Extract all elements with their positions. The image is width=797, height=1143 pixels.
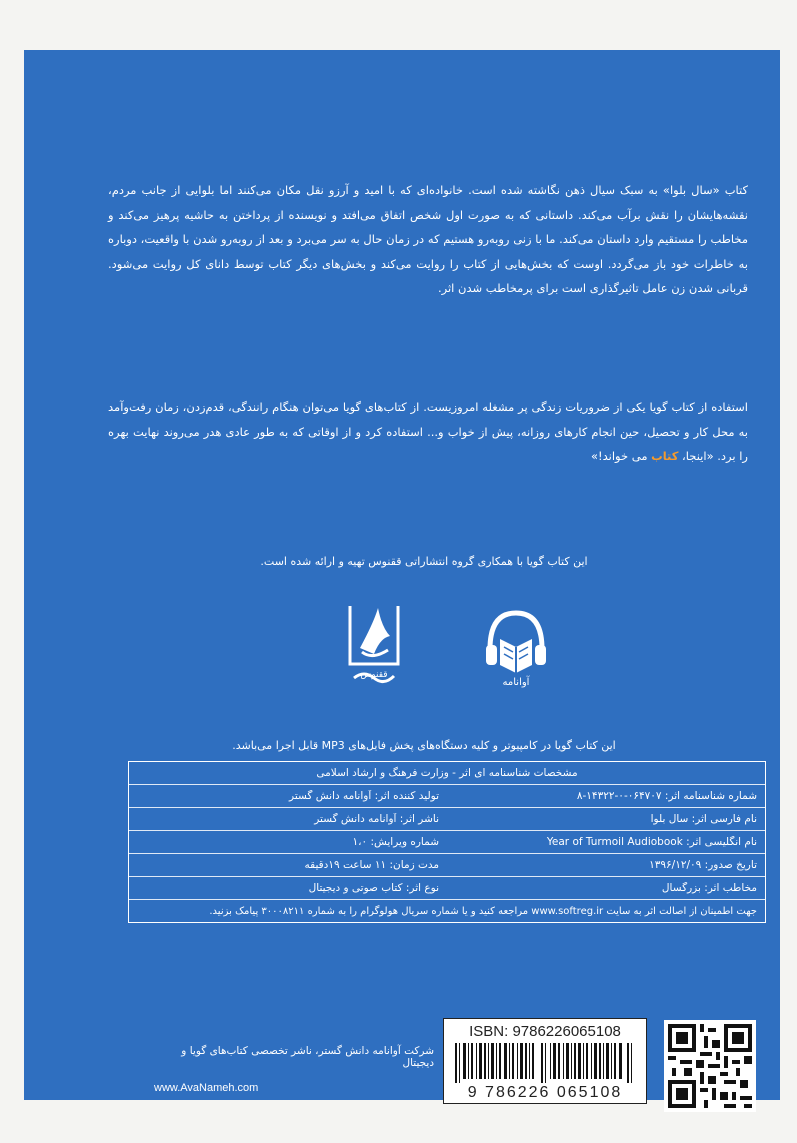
- barcode-icon: [455, 1043, 635, 1083]
- authenticity-note: جهت اطمینان از اصالت اثر به سایت www.softreg.ir مراجعه کنید و یا شماره سریال هولوگرام را به شماره ۳۰۰۰۸۲۱۱ پیامک بزنید.: [209, 905, 757, 917]
- table-cell: شماره ویرایش: ۱،۰: [352, 836, 439, 848]
- qoqnoos-caption: ققنوس: [360, 670, 388, 680]
- table-cell: نام فارسی اثر: سال بلوا: [650, 813, 757, 825]
- table-cell: ناشر اثر: آوانامه دانش گستر: [314, 813, 439, 825]
- benefits-text: استفاده از کتاب گویا یکی از ضروریات زندگی پر مشغله امروزیست. از کتاب‌های گویا می‌توان هنگام رانندگی، قدم‌زدن، زمان رفت‌وآمد به محل کار و تحصیل، حین انجام کارهای روزانه، پیش از خواب و... استفاده کرد و از اوقاتی که به طور عادی هدر می‌روند نهایت بهره را برد. «اینجا،: [108, 400, 748, 463]
- table-cell: مخاطب اثر: بزرگسال: [661, 882, 757, 894]
- qr-code[interactable]: [664, 1020, 756, 1112]
- identity-table: [128, 761, 766, 923]
- table-row: [129, 854, 765, 877]
- qr-code-icon: [664, 1020, 756, 1112]
- avanameh-caption: آوانامه: [502, 677, 530, 688]
- table-cell: تولید کننده اثر: آوانامه دانش گستر: [289, 790, 439, 802]
- mp3-compatibility-note: این کتاب گویا در کامپیوتر و کلیه دستگاه‌های پخش فایل‌های MP3 قابل اجرا می‌باشد.: [232, 739, 616, 752]
- avanameh-logo: [482, 605, 550, 695]
- ean-number: 9 786226 065108: [467, 1084, 623, 1101]
- highlight-word: کتاب: [651, 449, 679, 463]
- qoqnoos-logo-icon: [344, 602, 404, 697]
- book-back-cover: [24, 50, 780, 1100]
- table-cell: تاریخ صدور: ۱۳۹۶/۱۲/۰۹: [649, 859, 757, 871]
- table-row: [129, 877, 765, 900]
- table-cell: نام انگلیسی اثر: Year of Turmoil Audiobook: [546, 836, 757, 848]
- table-cell: شماره شناسنامه اثر: ۰۶۴۷۰۷-۰-۱۴۳۲۲-۸: [576, 790, 757, 802]
- table-row: [129, 831, 765, 854]
- benefits-text-end: می خواند!»: [590, 449, 652, 463]
- identity-table-footer: [129, 900, 765, 922]
- identity-table-title: مشخصات شناسنامه ای اثر - وزارت فرهنگ و ارشاد اسلامی: [316, 767, 578, 779]
- synopsis-paragraph: کتاب «سال بلوا» به سبک سیال ذهن نگاشته شده است. خانواده‌ای که با امید و آرزو نقل مکان می‌کنند اما بلوایی از جانب مردم، نقشه‌هایشان را نقش برآب می‌کند. داستانی که به صورت اول شخص اتفاق می‌افتد و نویسنده از پرداختن به حاشیه پرهیز می‌کند و مخاطب را مستقیم وارد داستان می‌کند. ما با زنی روبه‌رو هستیم که در زمان حال به سر می‌برد و بعد از روبه‌رو شدن با واقعیت، دوباره به خاطرات خود باز می‌گردد. اوست که بخش‌هایی از کتاب را روایت می‌کند و بخش‌های دیگر کتاب توسط دانای کل روایت می‌شود. قربانی شدن زن عامل تاثیرگذاری است برای پرمخاطب شدن اثر.: [108, 183, 748, 295]
- table-cell: مدت زمان: ۱۱ ساعت ۱۹دقیقه: [304, 859, 439, 871]
- isbn-barcode: [443, 1018, 647, 1104]
- isbn-label: ISBN: 9786226065108: [469, 1023, 621, 1040]
- headphones-book-icon: [482, 605, 550, 677]
- cooperation-note: این کتاب گویا با همکاری گروه انتشاراتی ققنوس تهیه و ارائه شده است.: [260, 555, 588, 568]
- table-row: [129, 785, 765, 808]
- table-cell: نوع اثر: کتاب صوتی و دیجیتال: [308, 882, 439, 894]
- audiobook-benefits-paragraph: [108, 395, 748, 469]
- publisher-line: شرکت آوانامه دانش گستر، ناشر تخصصی کتاب‌های گویا و دیجیتال: [181, 1045, 434, 1069]
- qoqnoos-logo: [344, 602, 404, 697]
- table-row: [129, 808, 765, 831]
- identity-table-header: [129, 762, 765, 785]
- website-link[interactable]: www.AvaNameh.com: [154, 1082, 259, 1094]
